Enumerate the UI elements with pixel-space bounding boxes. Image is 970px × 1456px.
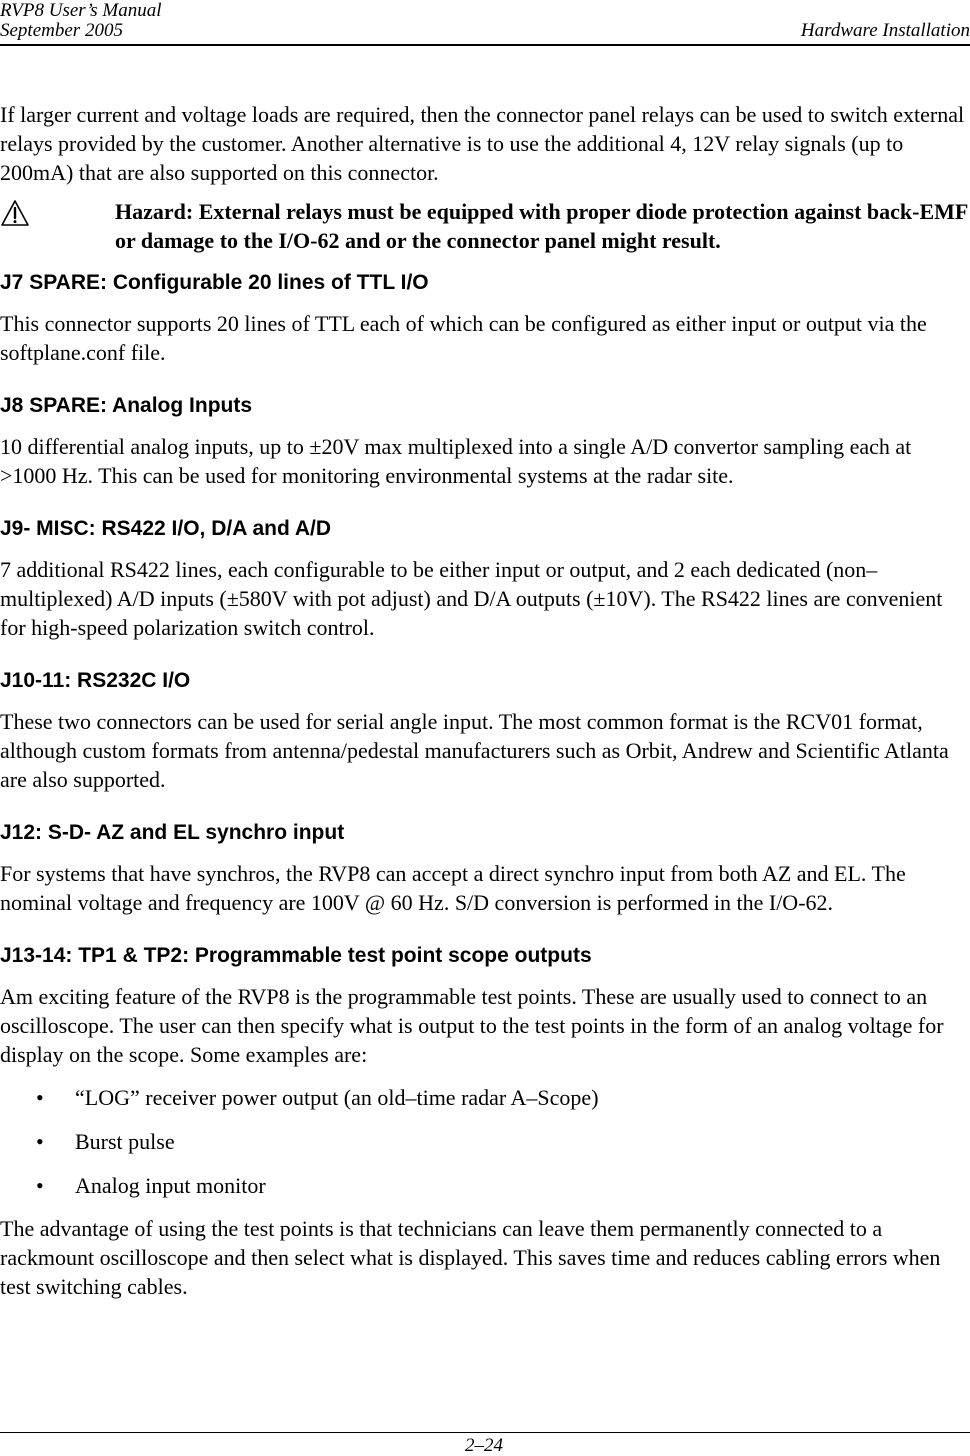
intro-paragraph: If larger current and voltage loads are required, then the connector panel relays can be used to switch external relays provided by the customer. Another alternative is to use the additional 4, 12V relay signals (up to 200mA) that are also supported on this connector. bbox=[0, 102, 965, 185]
section-text-j12: For systems that have synchros, the RVP8 can accept a direct synchro input from both AZ and EL. The nominal voltage and frequency are 100V @ 60 Hz. S/D conversion is performed in the I/O-62. bbox=[0, 861, 906, 915]
section-text-j7: This connector supports 20 lines of TTL each of which can be configured as either input or output via the softplane.conf file. bbox=[0, 311, 927, 365]
list-item bbox=[0, 1171, 970, 1200]
list-item-text: Analog input monitor bbox=[75, 1173, 266, 1198]
examples-list bbox=[0, 1083, 970, 1200]
section-heading-j7: J7 SPARE: Configurable 20 lines of TTL I/O bbox=[0, 271, 429, 294]
page-body bbox=[0, 100, 970, 1301]
hazard-text: Hazard: External relays must be equipped with proper diode protection against back-EMF or damage to the I/O-62 and or the connector panel might result. bbox=[115, 199, 968, 253]
manual-header-left bbox=[0, 1, 162, 41]
bullet-icon: • bbox=[36, 1085, 44, 1110]
bullet-icon: • bbox=[36, 1173, 44, 1198]
section-text-j13-14: Am exciting feature of the RVP8 is the programmable test points. These are usually used to connect to an oscilloscope. The user can then specify what is output to the test points in the form of an analog voltage for display on the scope. Some examples are: bbox=[0, 984, 944, 1067]
list-item-text: “LOG” receiver power output (an old–time radar A–Scope) bbox=[75, 1085, 599, 1110]
section-heading-j8: J8 SPARE: Analog Inputs bbox=[0, 394, 253, 417]
page-number: 2–24 bbox=[465, 1435, 503, 1456]
warning-triangle-icon bbox=[0, 199, 30, 227]
section-heading-j10-11: J10-11: RS232C I/O bbox=[0, 669, 191, 692]
manual-title: RVP8 User’s Manual bbox=[0, 0, 162, 21]
page-header bbox=[0, 0, 970, 46]
section-heading-j12: J12: S-D- AZ and EL synchro input bbox=[0, 821, 345, 844]
section-title: Hardware Installation bbox=[800, 20, 970, 41]
manual-date: September 2005 bbox=[0, 20, 123, 41]
page-footer bbox=[0, 1432, 970, 1456]
list-item bbox=[0, 1083, 970, 1112]
section-heading-j9: J9- MISC: RS422 I/O, D/A and A/D bbox=[0, 517, 332, 540]
closing-paragraph: The advantage of using the test points is that technicians can leave them permanently connected to a rackmount oscilloscope and then select what is displayed. This saves time and reduces cabling errors when test switching cables. bbox=[0, 1216, 941, 1299]
section-text-j10-11: These two connectors can be used for serial angle input. The most common format is the RCV01 format, although custom formats from antenna/pedestal manufacturers such as Orbit, Andrew and Scientific Atlanta are also supported. bbox=[0, 709, 949, 792]
section-text-j8: 10 differential analog inputs, up to ±20V max multiplexed into a single A/D convertor sampling each at >1000 Hz. This can be used for monitoring environmental systems at the radar site. bbox=[0, 434, 912, 488]
section-text-j9: 7 additional RS422 lines, each configurable to be either input or output, and 2 each dedicated (non–multiplexed) A/D inputs (±580V with pot adjust) and D/A outputs (±10V). The RS422 lines are convenient for high-speed polarization switch control. bbox=[0, 557, 943, 640]
hazard-notice bbox=[0, 197, 970, 255]
list-item-text: Burst pulse bbox=[75, 1129, 175, 1154]
bullet-icon: • bbox=[36, 1129, 44, 1154]
list-item bbox=[0, 1127, 970, 1156]
section-heading-j13-14: J13-14: TP1 & TP2: Programmable test point scope outputs bbox=[0, 944, 592, 967]
